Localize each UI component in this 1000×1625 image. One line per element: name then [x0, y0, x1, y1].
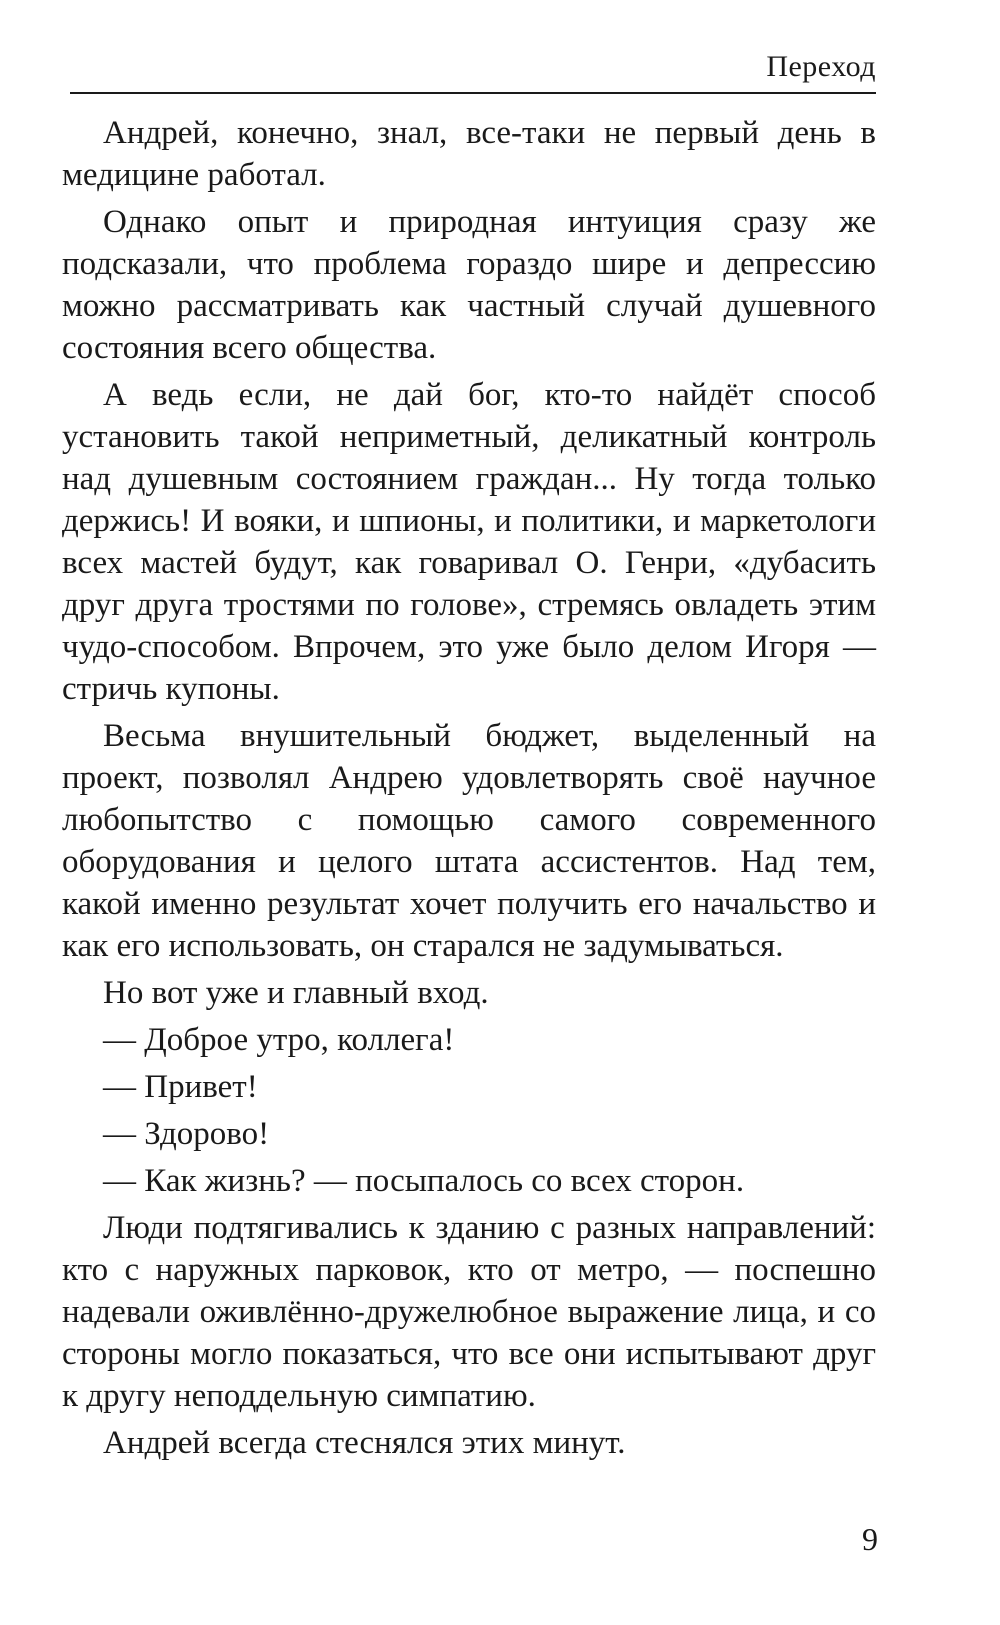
- paragraph: Андрей, конечно, знал, все-таки не первый день в медицине работал.: [62, 115, 876, 193]
- dialogue-line: — Доброе утро, коллега!: [103, 1022, 455, 1058]
- paragraph: А ведь если, не дай бог, кто-то найдёт способ установить такой неприметный, деликатный контроль над душевным состоянием граждан... Ну тогда только держись! И вояки, и шпионы, и политики, и маркетологи всех мастей будут, как говаривал О. Генри, «дубасить друг друга тростями по голове», стремясь овладеть этим чудо-способом. Впрочем, это уже было делом Игоря — стричь купоны.: [62, 377, 876, 707]
- body-text: [62, 112, 876, 1469]
- page-number: 9: [862, 1521, 878, 1557]
- paragraph: Однако опыт и природная интуиция сразу же подсказали, что проблема гораздо шире и депрессию можно рассматривать как частный случай душевного состояния всего общества.: [62, 204, 876, 366]
- paragraph: Но вот уже и главный вход.: [103, 975, 489, 1011]
- running-title: Переход: [766, 50, 876, 83]
- paragraph: Андрей всегда стеснялся этих минут.: [103, 1425, 626, 1461]
- dialogue-line: — Как жизнь? — посыпалось со всех сторон.: [103, 1163, 745, 1199]
- dialogue-line: — Здорово!: [103, 1116, 270, 1152]
- paragraph: Люди подтягивались к зданию с разных направлений: кто с наружных парковок, кто от метро, — поспешно надевали оживлённо-дружелюбное выражение лица, и со стороны могло показаться, что все они испытывают друг к другу неподдельную симпатию.: [62, 1210, 876, 1414]
- paragraph: Весьма внушительный бюджет, выделенный на проект, позволял Андрею удовлетворять своё научное любопытство с помощью самого современного оборудования и целого штата ассистентов. Над тем, какой именно результат хочет получить его начальство и как его использовать, он старался не задумываться.: [62, 718, 876, 964]
- dialogue-line: — Привет!: [103, 1069, 258, 1105]
- running-header: [70, 46, 876, 94]
